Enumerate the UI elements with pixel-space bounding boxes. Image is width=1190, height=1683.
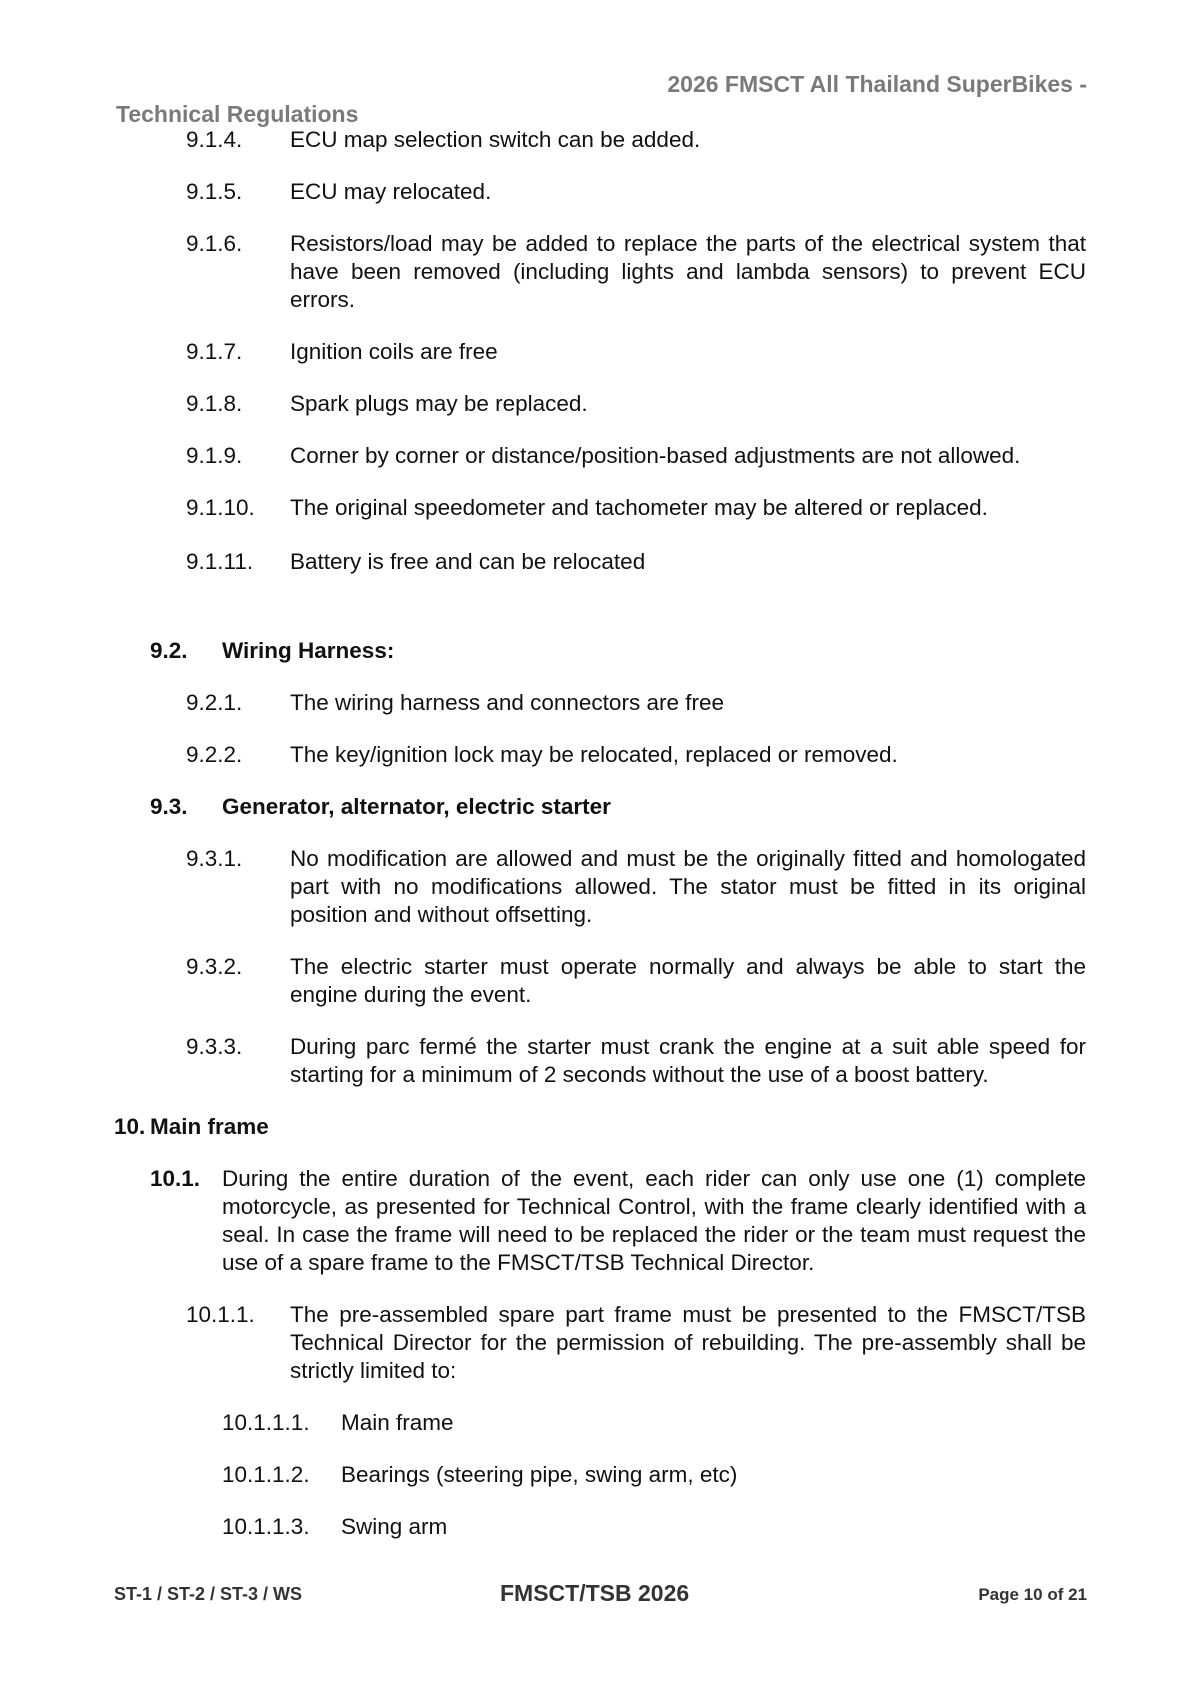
clause-text: During parc fermé the starter must crank the engine at a suit able speed for starting for a minimum of 2 seconds without the use of a boost battery. (290, 1034, 1086, 1087)
clause-text: No modification are allowed and must be the originally fitted and homologated part with no modifications allowed. The stator must be fitted in its original position and without offsetting. (290, 846, 1086, 927)
clause-text: Swing arm (341, 1514, 448, 1539)
clause-number: 9.2.1. (186, 690, 243, 715)
clause-text: ECU map selection switch can be added. (290, 127, 701, 152)
clause-number: 9.3.1. (186, 846, 243, 871)
header-title-line2: Technical Regulations (116, 101, 359, 127)
clause-text: The key/ignition lock may be relocated, replaced or removed. (290, 742, 898, 767)
clause-text: Ignition coils are free (290, 339, 498, 364)
clause-text: Spark plugs may be replaced. (290, 391, 588, 416)
section-title: Generator, alternator, electric starter (222, 794, 611, 819)
clause-text: The original speedometer and tachometer may be altered or replaced. (290, 495, 988, 520)
section-number: 9.2. (150, 638, 188, 663)
clause-number: 9.1.10. (186, 495, 255, 520)
footer-center-title: FMSCT/TSB 2026 (500, 1580, 690, 1606)
section-title: Wiring Harness: (222, 638, 395, 663)
clause-number: 9.1.7. (186, 339, 243, 364)
clause-number: 9.3.3. (186, 1034, 243, 1059)
clause-number: 9.1.4. (186, 127, 243, 152)
section-number: 10. (114, 1114, 146, 1139)
clause-text: During the entire duration of the event, each rider can only use one (1) complete motorcycle, as presented for Technical Control, with the frame clearly identified with a seal. In case the frame will need to be replaced the rider or the team must request the use of a spare frame to the FMSCT/TSB Technical Director. (222, 1166, 1086, 1275)
clause-text: Corner by corner or distance/position-based adjustments are not allowed. (290, 443, 1021, 468)
clause-text: The electric starter must operate normally and always be able to start the engine during the event. (290, 954, 1086, 1007)
clause-text: Main frame (341, 1410, 454, 1435)
clause-text: Bearings (steering pipe, swing arm, etc) (341, 1462, 738, 1487)
header-title-line1: 2026 FMSCT All Thailand SuperBikes - (667, 71, 1087, 97)
clause-text: Resistors/load may be added to replace the parts of the electrical system that have been removed (including lights and lambda sensors) to prevent ECU errors. (290, 231, 1086, 312)
clause-number: 10.1. (150, 1166, 201, 1191)
clause-text: The pre-assembled spare part frame must be presented to the FMSCT/TSB Technical Director for the permission of rebuilding. The pre-assembly shall be strictly limited to: (290, 1302, 1086, 1383)
clause-number: 9.2.2. (186, 742, 243, 767)
clause-text: ECU may relocated. (290, 179, 492, 204)
clause-text: The wiring harness and connectors are free (290, 690, 724, 715)
clause-number: 9.1.5. (186, 179, 243, 204)
footer-class-list: ST-1 / ST-2 / ST-3 / WS (114, 1584, 303, 1604)
clause-number: 10.1.1.2. (222, 1462, 310, 1487)
clause-number: 10.1.1. (186, 1302, 255, 1327)
footer-page-number: Page 10 of 21 (978, 1585, 1087, 1604)
clause-number: 9.1.8. (186, 391, 243, 416)
section-number: 9.3. (150, 794, 188, 819)
clause-number: 9.1.6. (186, 231, 243, 256)
clause-number: 10.1.1.1. (222, 1410, 310, 1435)
clause-number: 10.1.1.3. (222, 1514, 310, 1539)
clause-number: 9.3.2. (186, 954, 243, 979)
clause-number: 9.1.9. (186, 443, 243, 468)
clause-text: Battery is free and can be relocated (290, 549, 646, 574)
clause-number: 9.1.11. (186, 549, 254, 574)
section-title: Main frame (150, 1114, 269, 1139)
